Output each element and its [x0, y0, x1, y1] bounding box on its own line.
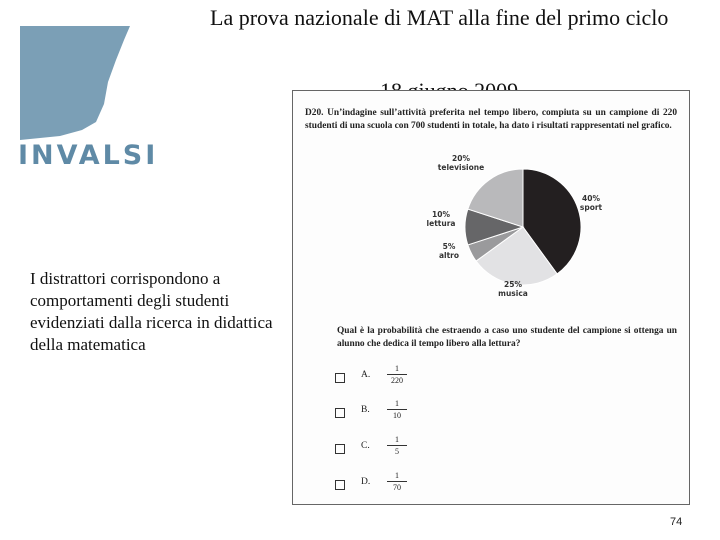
pie-label-category: televisione — [437, 163, 485, 172]
answer-option[interactable] — [335, 470, 535, 500]
option-fraction — [387, 363, 407, 386]
pie-label-percent: 20% — [452, 154, 470, 163]
pie-label-musica — [488, 280, 538, 298]
pie-label-percent: 40% — [582, 194, 600, 203]
option-letter: D. — [361, 477, 371, 487]
option-fraction — [387, 470, 407, 493]
option-fraction — [387, 398, 407, 421]
checkbox[interactable] — [335, 408, 345, 418]
pie-label-category: lettura — [426, 219, 456, 228]
question-number: D20. — [305, 108, 324, 118]
option-letter: B. — [361, 405, 370, 415]
pie-label-category: musica — [498, 289, 528, 298]
side-note: I distrattori corrispondono a comportamenti degli studenti evidenziati dalla ricerca in didattica della matematica — [30, 269, 273, 354]
fraction-numerator: 1 — [387, 398, 407, 410]
fraction-numerator: 1 — [387, 363, 407, 375]
page-number: 74 — [670, 516, 683, 528]
pie-label-altro — [424, 242, 474, 260]
answer-option[interactable] — [335, 434, 535, 464]
pie-label-televisione — [436, 154, 486, 172]
question-intro — [305, 107, 677, 133]
fraction-denominator: 70 — [393, 483, 401, 492]
pie-label-category: altro — [438, 251, 460, 260]
option-letter: C. — [361, 441, 370, 451]
fraction-denominator: 10 — [393, 411, 401, 420]
fraction-numerator: 1 — [387, 434, 407, 446]
fraction-numerator: 1 — [387, 470, 407, 482]
checkbox[interactable] — [335, 373, 345, 383]
slide-title: La prova nazionale di MAT alla fine del primo ciclo — [210, 5, 669, 30]
pie-chart — [413, 154, 633, 298]
checkbox[interactable] — [335, 444, 345, 454]
pie-label-lettura — [416, 210, 466, 228]
answer-option[interactable] — [335, 363, 535, 393]
pie-label-sport — [566, 194, 616, 212]
logo-text: INVALSI — [18, 140, 159, 171]
option-fraction — [387, 434, 407, 457]
answer-option[interactable] — [335, 398, 535, 428]
pie-label-category: sport — [579, 203, 603, 212]
checkbox[interactable] — [335, 480, 345, 490]
pie-label-percent: 10% — [432, 210, 450, 219]
scanned-question-document — [292, 90, 690, 505]
question-intro-text: Un’indagine sull’attività preferita nel tempo libero, compiuta su un campione di 220 studenti di una scuola con 700 studenti in totale, ha dato i risultati rappresentati nel grafico. — [305, 108, 678, 131]
pie-label-percent: 5% — [442, 242, 456, 251]
fraction-denominator: 220 — [391, 376, 403, 385]
fraction-denominator: 5 — [395, 447, 399, 456]
option-letter: A. — [361, 370, 371, 380]
pie-label-percent: 25% — [504, 280, 522, 289]
question-text: Qual è la probabilità che estraendo a caso uno studente del campione si ottenga un alunno che dedica il tempo libero alla lettura? — [337, 326, 677, 349]
